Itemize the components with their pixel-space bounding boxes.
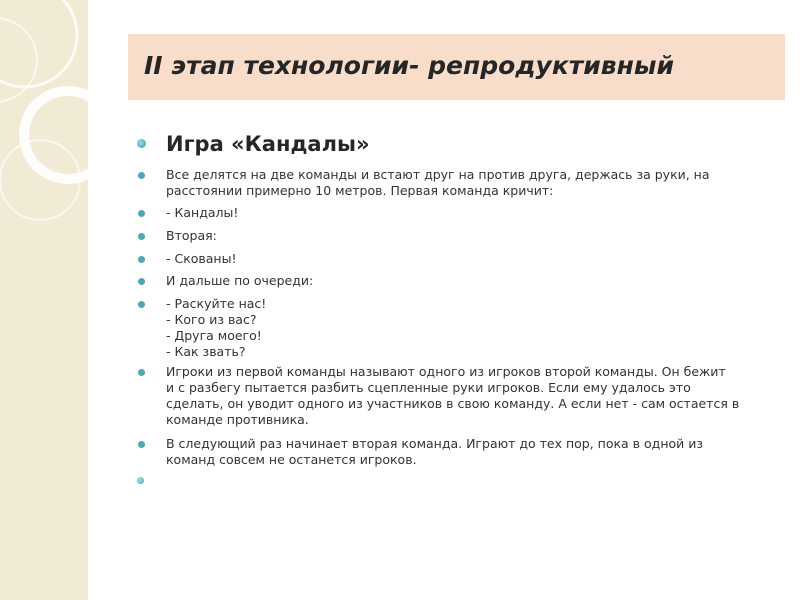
paragraph-line: - Как звать? xyxy=(166,344,246,359)
paragraph xyxy=(166,273,313,289)
paragraph-line: - Кандалы! xyxy=(166,205,239,220)
bullet-circle-icon xyxy=(137,477,144,484)
bullet-dot-icon xyxy=(138,172,145,179)
bullet-circle-icon xyxy=(137,139,146,148)
paragraph-line: Вторая: xyxy=(166,228,217,243)
paragraph-line: Игроки из первой команды называют одного из игроков второй команды. Он бежит xyxy=(166,364,726,379)
slide-heading: Игра «Кандалы» xyxy=(166,132,370,156)
paragraph-line: команде противника. xyxy=(166,412,309,427)
bullet-dot-icon xyxy=(138,369,145,376)
paragraph-line: сделать, он уводит одного из участников в свою команду. А если нет - сам остается в xyxy=(166,396,740,411)
paragraph xyxy=(166,228,217,244)
bullet-dot-icon xyxy=(138,210,145,217)
paragraph-line: и с разбегу пытается разбить сцепленные руки игроков. Если ему удалось это xyxy=(166,380,691,395)
paragraph-line: команд совсем не останется игроков. xyxy=(166,452,417,467)
paragraph xyxy=(166,364,739,428)
bullet-dot-icon xyxy=(138,278,145,285)
paragraph xyxy=(166,436,703,468)
decorative-rings xyxy=(0,0,88,600)
paragraph xyxy=(166,251,237,267)
bullet-dot-icon xyxy=(138,441,145,448)
bullet-dot-icon xyxy=(138,256,145,263)
paragraph-line: - Скованы! xyxy=(166,251,237,266)
left-decor-panel xyxy=(0,0,88,600)
paragraph-line: расстоянии примерно 10 метров. Первая команда кричит: xyxy=(166,183,554,198)
paragraph xyxy=(166,296,266,360)
paragraph-line: - Раскуйте нас! xyxy=(166,296,267,311)
title-bar xyxy=(128,34,785,100)
paragraph-line: В следующий раз начинает вторая команда. Играют до тех пор, пока в одной из xyxy=(166,436,704,451)
paragraph xyxy=(166,205,238,221)
slide-title: II этап технологии- репродуктивный xyxy=(144,51,675,80)
paragraph-line: И дальше по очереди: xyxy=(166,273,314,288)
paragraph xyxy=(166,167,710,199)
paragraph-line: - Друга моего! xyxy=(166,328,262,343)
bullet-dot-icon xyxy=(138,233,145,240)
paragraph-line: Все делятся на две команды и встают друг на против друга, держась за руки, на xyxy=(166,167,710,182)
paragraph-line: - Кого из вас? xyxy=(166,312,257,327)
bullet-dot-icon xyxy=(138,301,145,308)
